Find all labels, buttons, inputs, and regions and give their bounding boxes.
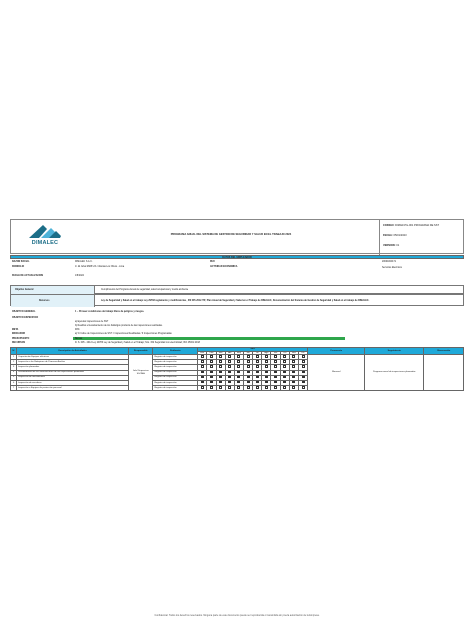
- checkbox-icon[interactable]: [274, 381, 277, 384]
- month-header: Feb: [207, 351, 216, 355]
- checkbox-icon[interactable]: [237, 355, 240, 358]
- activities-table: [10, 347, 464, 391]
- month-header: Oct: [280, 351, 289, 355]
- row-activity: Inspección de escaleras: [17, 380, 129, 385]
- razon-social-label: RAZON SOCIAL: [12, 261, 30, 263]
- month-header: Dic: [298, 351, 307, 355]
- document-header: [10, 219, 464, 254]
- objetivo-general-block: [10, 285, 464, 294]
- checkbox-icon[interactable]: [265, 371, 268, 374]
- activities-body: [11, 355, 464, 391]
- confidentiality-footer: Confidencial. Todos los derechos reservados. Ninguna parte de este documento puede ser reproducida o transmitida sin previa autorización de la Empresa.: [154, 614, 320, 617]
- checkbox-icon[interactable]: [201, 386, 204, 389]
- checkbox-icon[interactable]: [210, 386, 213, 389]
- month-header: Nov: [289, 351, 298, 355]
- row-num: 7: [11, 385, 17, 390]
- checkbox-icon[interactable]: [256, 376, 259, 379]
- company-logo: [15, 224, 75, 251]
- col-header-evidencia: Evidencia: [153, 348, 198, 355]
- col-header-responsable: Responsable: [129, 348, 153, 355]
- checkbox-icon[interactable]: [283, 365, 286, 368]
- checkbox-icon[interactable]: [247, 376, 250, 379]
- logo-mark-icon: [25, 224, 65, 239]
- row-frecuencia: Mensual: [308, 355, 365, 391]
- checkbox-icon[interactable]: [265, 355, 268, 358]
- checkbox-icon[interactable]: [292, 386, 295, 389]
- codigo-line: CODIGO: DIMAR-PG-001 PROGRAMA DE SST: [383, 224, 440, 227]
- detail-presupuesto-value: S/xxxx: [75, 337, 83, 340]
- document-title: PROGRAMA ANUAL DEL SISTEMA DE GESTION DE SEGURIDAD Y SALUD EN EL TRABAJO 2024: [170, 233, 292, 236]
- checkbox-icon[interactable]: [256, 360, 259, 363]
- logo-text: DIMALEC: [31, 240, 59, 246]
- month-checkbox-cell: [271, 385, 280, 390]
- month-header: Ago: [262, 351, 271, 355]
- domicilio-value: Jr. El Jubal 2688 Urb. Infantas Los Olivos - Lima: [75, 266, 125, 268]
- checkbox-icon[interactable]: [219, 371, 222, 374]
- month-checkbox-cell: [216, 385, 225, 390]
- checkbox-icon[interactable]: [247, 360, 250, 363]
- checkbox-icon[interactable]: [292, 365, 295, 368]
- row-evidence: Registro de inspección: [153, 370, 198, 375]
- month-checkbox-cell: [225, 385, 234, 390]
- checkbox-icon[interactable]: [219, 386, 222, 389]
- col-header-seguimiento: Seguimiento: [365, 348, 424, 355]
- row-num: 6: [11, 380, 17, 385]
- row-evidence: Registro de inspección: [153, 380, 198, 385]
- detail-presupuesto-label: PRESUPUESTO: [12, 337, 30, 340]
- month-header: Set: [271, 351, 280, 355]
- checkbox-icon[interactable]: [237, 381, 240, 384]
- row-activity: Inspección planeadas: [17, 365, 129, 370]
- row-activity: Capacitación Equipos eléctricos: [17, 355, 129, 360]
- checkbox-icon[interactable]: [210, 365, 213, 368]
- checkbox-icon[interactable]: [283, 376, 286, 379]
- checkbox-icon[interactable]: [283, 381, 286, 384]
- col-header-actividades: Descripción de Actividades: [17, 348, 129, 355]
- checkbox-icon[interactable]: [302, 381, 305, 384]
- row-evidence: Registro de inspección: [153, 360, 198, 365]
- detail-recursos-label: RECURSOS: [12, 341, 26, 344]
- checkbox-icon[interactable]: [210, 371, 213, 374]
- row-evidence: Registro de inspección: [153, 375, 198, 380]
- detail-objetivo-general-value: 1 .- Proveer condiciones de trabajo libres de peligros y riesgos.: [75, 311, 145, 313]
- checkbox-icon[interactable]: [247, 371, 250, 374]
- detail-indicador-label: INDICADOR: [12, 332, 26, 335]
- month-checkbox-cell: [244, 385, 253, 390]
- col-header-num: N°: [11, 348, 17, 355]
- checkbox-icon[interactable]: [219, 376, 222, 379]
- month-checkbox-cell: [280, 385, 289, 390]
- row-activity: Inspección de herramientas: [17, 375, 129, 380]
- checkbox-icon[interactable]: [283, 386, 286, 389]
- row-responsable: Jefe/ Supervisor SSOMA: [129, 355, 153, 391]
- checkbox-icon[interactable]: [256, 371, 259, 374]
- checkbox-icon[interactable]: [292, 355, 295, 358]
- document-meta: [379, 220, 465, 255]
- checkbox-icon[interactable]: [237, 386, 240, 389]
- checkbox-icon[interactable]: [237, 365, 240, 368]
- checkbox-icon[interactable]: [247, 386, 250, 389]
- checkbox-icon[interactable]: [274, 360, 277, 363]
- recursos-label: Recursos: [11, 295, 95, 307]
- row-num: 4: [11, 370, 17, 375]
- checkbox-icon[interactable]: [265, 360, 268, 363]
- version-line: VERSION: 01: [383, 244, 400, 247]
- row-evidence: Registro de inspección: [153, 385, 198, 390]
- checkbox-icon[interactable]: [256, 381, 259, 384]
- row-activity: Levantamiento de las observaciones de las inspecciones planeadas: [17, 370, 129, 375]
- detail-meta-value: 90%: [75, 328, 80, 331]
- checkbox-icon[interactable]: [265, 365, 268, 368]
- checkbox-icon[interactable]: [228, 376, 231, 379]
- month-header: May: [234, 351, 243, 355]
- col-header-frecuencia: Frecuencia: [308, 348, 365, 355]
- ruc-value: 20601820171: [382, 261, 397, 263]
- checkbox-icon[interactable]: [274, 371, 277, 374]
- month-header: Jul: [253, 351, 262, 355]
- band-title: DATOS DEL EMPLEADOR: [222, 255, 252, 259]
- actividad-value: Servicios Electricos: [382, 267, 402, 269]
- row-evidence: Registro de inspección: [153, 355, 198, 360]
- razon-social-value: DIMALEC S.A.C.: [75, 261, 93, 263]
- detail-objetivo-general-label: OBJETIVO GENERAL: [12, 311, 36, 313]
- checkbox-icon[interactable]: [219, 360, 222, 363]
- month-checkbox-cell: [234, 385, 243, 390]
- checkbox-icon[interactable]: [219, 381, 222, 384]
- checkbox-icon[interactable]: [201, 371, 204, 374]
- detail-recursos-value: D. S. 005 - 2012 Ley 29783 Ley de Seguridad y Salud en el Trabajo; N.E. 152 Seguridad con electricidad; ISO 45001:2018: [75, 341, 200, 344]
- detail-objetivo-especifico-label: OBJETIVO ESPECIFICO: [12, 317, 39, 319]
- checkbox-icon[interactable]: [228, 371, 231, 374]
- month-checkbox-cell: [207, 385, 216, 390]
- row-activity: Inspección a Equipos de protección personal: [17, 385, 129, 390]
- row-evidence: Registro de inspección: [153, 365, 198, 370]
- budget-bar: [73, 337, 345, 340]
- month-header: Mar: [216, 351, 225, 355]
- checkbox-icon[interactable]: [292, 381, 295, 384]
- row-observaciones: [424, 355, 464, 391]
- col-header-meses: Mes: [198, 348, 308, 352]
- checkbox-icon[interactable]: [247, 365, 250, 368]
- month-checkbox-cell: [298, 385, 307, 390]
- checkbox-icon[interactable]: [265, 376, 268, 379]
- month-checkbox-cell: [289, 385, 298, 390]
- row-activity: Inspección a los Botiquines de Primeros Auxilios: [17, 360, 129, 365]
- fecha-actualizacion-label: FECHA DE ACTUALIZACION: [12, 275, 44, 277]
- checkbox-icon[interactable]: [283, 355, 286, 358]
- checkbox-icon[interactable]: [292, 371, 295, 374]
- checkbox-icon[interactable]: [237, 371, 240, 374]
- checkbox-icon[interactable]: [283, 360, 286, 363]
- detail-meta-label: META: [12, 328, 19, 331]
- month-checkbox-cell: [262, 385, 271, 390]
- detail-objetivo-especifico-value-b: b) Realizar el levantamiento de los hallazgos producto de las inspecciones realizadas.: [75, 325, 163, 327]
- checkbox-icon[interactable]: [302, 371, 305, 374]
- checkbox-icon[interactable]: [274, 365, 277, 368]
- checkbox-icon[interactable]: [292, 376, 295, 379]
- checkbox-icon[interactable]: [228, 360, 231, 363]
- checkbox-icon[interactable]: [256, 386, 259, 389]
- checkbox-icon[interactable]: [265, 381, 268, 384]
- checkbox-icon[interactable]: [274, 355, 277, 358]
- checkbox-icon[interactable]: [201, 360, 204, 363]
- spreadsheet-sheet: [10, 219, 464, 415]
- detail-objetivo-especifico-value-a: a) Ejecutar inspecciones de SST: [75, 320, 109, 323]
- detail-indicador-value: a) % Indice de Inspecciones de SST = Inspecciones Realizadas / # Inspecciones Programadas: [75, 332, 172, 335]
- checkbox-icon[interactable]: [237, 376, 240, 379]
- checkbox-icon[interactable]: [237, 360, 240, 363]
- checkbox-icon[interactable]: [256, 365, 259, 368]
- checkbox-icon[interactable]: [292, 360, 295, 363]
- checkbox-icon[interactable]: [302, 376, 305, 379]
- month-header: Ene: [198, 351, 207, 355]
- col-header-observaciones: Observación: [424, 348, 464, 355]
- checkbox-icon[interactable]: [302, 360, 305, 363]
- checkbox-icon[interactable]: [210, 360, 213, 363]
- recursos-value: Ley de Seguridad y Salud en el trabajo Ley 29783 reglamento y modificatorias , DS 005-2012-TR; Plan Anual de Seguridad y Salud en el Trabajo de DIMALEC, Documentación del Sistema de Gestión de Seguridad y Salud en el trabajo de DIMALEC.: [101, 299, 370, 302]
- checkbox-icon[interactable]: [219, 355, 222, 358]
- domicilio-label: DOMICILIO: [12, 266, 25, 268]
- fecha-actualizacion-value: 1/8/2024: [75, 275, 84, 277]
- fecha-line: FECHA: 05/01/2023: [383, 234, 407, 237]
- recursos-block: [10, 294, 464, 306]
- row-num: 2: [11, 360, 17, 365]
- checkbox-icon[interactable]: [228, 381, 231, 384]
- row-num: 1: [11, 355, 17, 360]
- row-num: 3: [11, 365, 17, 370]
- row-seguimiento: Programa anual de inspecciones planeadas: [365, 355, 424, 391]
- checkbox-icon[interactable]: [228, 355, 231, 358]
- row-num: 5: [11, 375, 17, 380]
- checkbox-icon[interactable]: [302, 386, 305, 389]
- checkbox-icon[interactable]: [247, 355, 250, 358]
- checkbox-icon[interactable]: [256, 355, 259, 358]
- checkbox-icon[interactable]: [302, 355, 305, 358]
- checkbox-icon[interactable]: [210, 381, 213, 384]
- checkbox-icon[interactable]: [219, 365, 222, 368]
- checkbox-icon[interactable]: [283, 371, 286, 374]
- month-header: Jun: [244, 351, 253, 355]
- objetivo-general-label: Objetivo General: [11, 286, 95, 295]
- checkbox-icon[interactable]: [210, 376, 213, 379]
- checkbox-icon[interactable]: [201, 355, 204, 358]
- month-header: Abr: [225, 351, 234, 355]
- actividad-label: ACTIVIDAD ECONOMICA: [210, 266, 238, 268]
- month-checkbox-cell: [253, 385, 262, 390]
- checkbox-icon[interactable]: [228, 386, 231, 389]
- checkbox-icon[interactable]: [247, 381, 250, 384]
- checkbox-icon[interactable]: [201, 376, 204, 379]
- month-checkbox-cell: [198, 385, 207, 390]
- checkbox-icon[interactable]: [201, 365, 204, 368]
- checkbox-icon[interactable]: [210, 355, 213, 358]
- checkbox-icon[interactable]: [265, 386, 268, 389]
- checkbox-icon[interactable]: [274, 376, 277, 379]
- objetivo-general-value: Cumplimiento del Programa Anual de seguridad, salud ocupacional y medio ambiente: [101, 289, 189, 291]
- checkbox-icon[interactable]: [228, 365, 231, 368]
- checkbox-icon[interactable]: [201, 381, 204, 384]
- checkbox-icon[interactable]: [302, 365, 305, 368]
- checkbox-icon[interactable]: [274, 386, 277, 389]
- ruc-label: RUC: [210, 261, 215, 263]
